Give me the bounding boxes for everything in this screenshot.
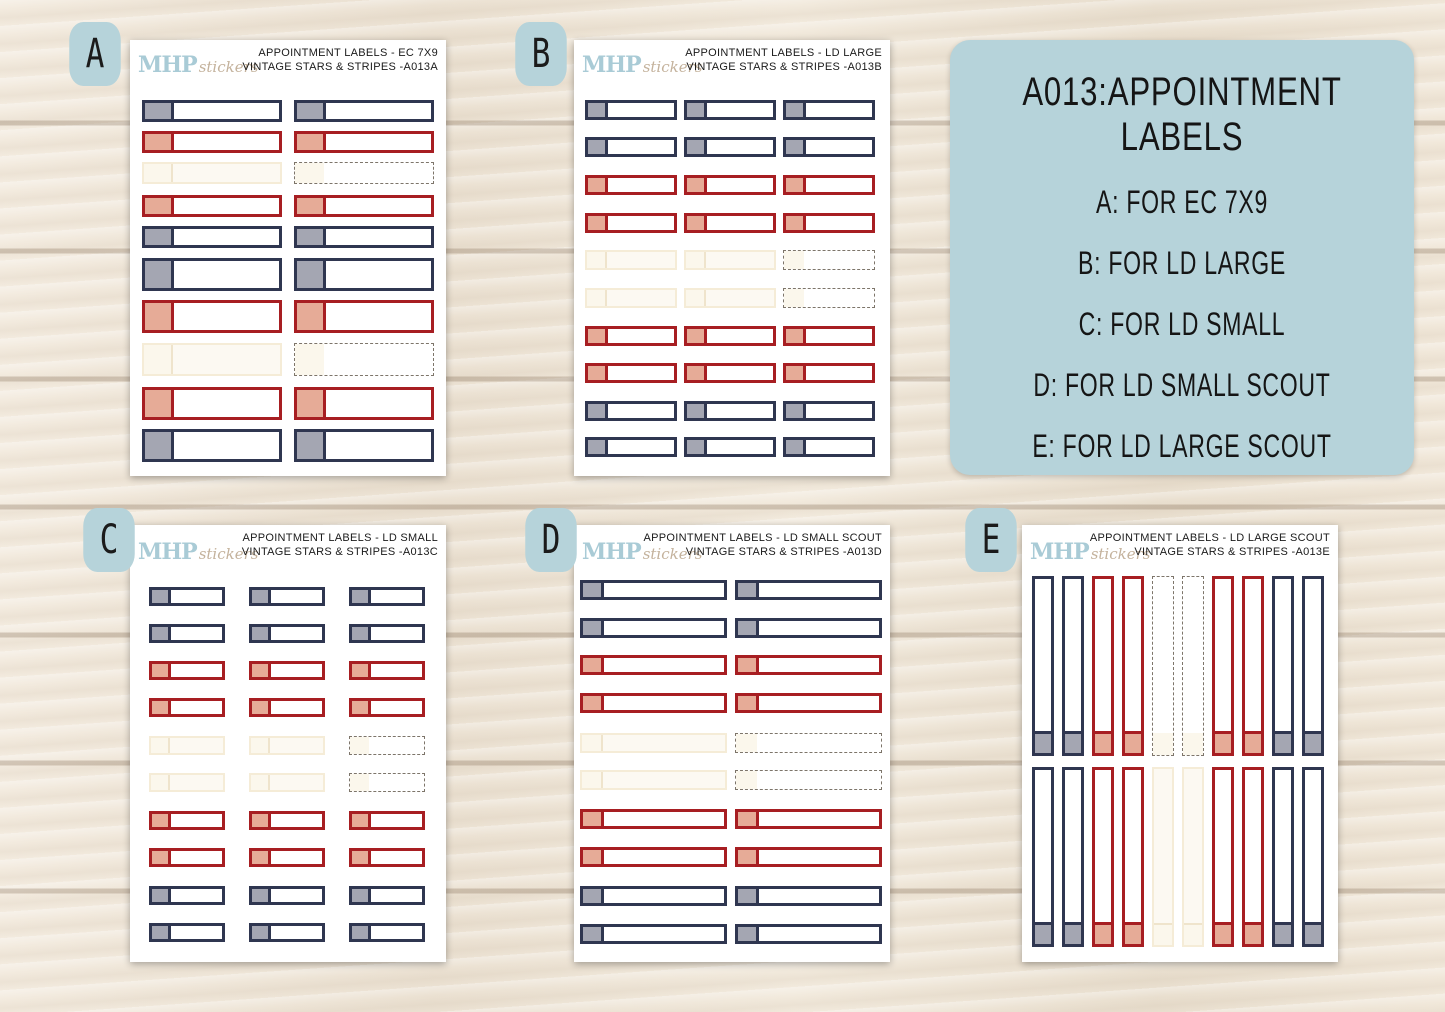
brand-mhp: MHP bbox=[138, 52, 197, 78]
sticker-label-red bbox=[294, 300, 434, 333]
sticker-tab-navy bbox=[687, 103, 707, 117]
sticker-tab-cream bbox=[582, 735, 603, 751]
sticker-label-red bbox=[684, 175, 776, 195]
sticker-tab-red bbox=[152, 814, 171, 827]
info-line-b: B: FOR LD LARGE bbox=[1078, 245, 1286, 281]
sticker-tab-navy bbox=[152, 889, 171, 902]
sticker-label-navy bbox=[783, 437, 875, 457]
brand-mhp: MHP bbox=[1030, 539, 1089, 565]
sticker-label-red bbox=[142, 387, 282, 420]
sticker-label-red bbox=[1092, 576, 1114, 756]
sticker-label-navy bbox=[684, 137, 776, 157]
sticker-tab-navy bbox=[152, 590, 171, 603]
sticker-label-navy bbox=[1302, 767, 1324, 947]
sticker-label-navy bbox=[735, 886, 882, 906]
sheet-letter-a: A bbox=[69, 22, 120, 86]
sticker-label-cream bbox=[580, 733, 727, 753]
sticker-label-red bbox=[142, 131, 282, 153]
sticker-label-navy bbox=[783, 401, 875, 421]
sticker-tab-navy bbox=[145, 229, 174, 245]
sticker-tab-navy bbox=[738, 889, 759, 903]
sticker-tab-red bbox=[583, 812, 604, 826]
sheet-letter-e: E bbox=[965, 508, 1016, 572]
sticker-label-red bbox=[349, 661, 425, 680]
sticker-tab-navy bbox=[297, 229, 326, 245]
sticker-tab-cream bbox=[686, 252, 706, 268]
sticker-label-navy bbox=[1302, 576, 1324, 756]
sticker-tab-red bbox=[786, 216, 806, 230]
sticker-label-red bbox=[1242, 767, 1264, 947]
sticker-label-navy bbox=[149, 923, 225, 942]
sticker-tab-navy bbox=[1305, 922, 1321, 944]
sticker-tab-red bbox=[145, 198, 174, 214]
info-title: A013:APPOINTMENT LABELS bbox=[1022, 70, 1342, 159]
sticker-label-navy bbox=[580, 580, 727, 600]
sticker-label-navy bbox=[1032, 767, 1054, 947]
sticker-label-red bbox=[249, 661, 325, 680]
sticker-tab-cream bbox=[587, 252, 607, 268]
sticker-label-navy bbox=[142, 226, 282, 248]
sticker-tab-red bbox=[1095, 922, 1111, 944]
sticker-label-navy bbox=[294, 226, 434, 248]
sticker-tab-navy bbox=[145, 432, 174, 459]
sticker-label-red bbox=[580, 847, 727, 867]
sticker-tab-red bbox=[297, 134, 326, 150]
sticker-label-red bbox=[735, 693, 882, 713]
sticker-label-navy bbox=[249, 886, 325, 905]
sticker-tab-cream bbox=[736, 734, 757, 752]
sticker-label-cream bbox=[142, 162, 282, 184]
sticker-label-cream bbox=[585, 250, 677, 270]
sticker-tab-navy bbox=[152, 627, 171, 640]
sticker-label-red bbox=[1212, 576, 1234, 756]
sticker-label-navy bbox=[580, 886, 727, 906]
sticker-label-cream bbox=[1152, 576, 1174, 756]
sticker-label-red bbox=[783, 175, 875, 195]
sticker-label-red bbox=[349, 848, 425, 867]
sheet-title bbox=[242, 46, 438, 74]
brand-stickers: stickers bbox=[198, 545, 259, 563]
sticker-label-red bbox=[684, 363, 776, 383]
sticker-tab-cream bbox=[587, 290, 607, 306]
sticker-tab-navy bbox=[588, 103, 608, 117]
sticker-label-navy bbox=[684, 401, 776, 421]
sticker-tab-cream bbox=[295, 344, 324, 375]
sheet-title bbox=[685, 46, 882, 74]
sticker-label-navy bbox=[142, 429, 282, 462]
sticker-label-navy bbox=[349, 624, 425, 643]
sticker-tab-red bbox=[1215, 731, 1231, 753]
sticker-label-navy bbox=[1272, 767, 1294, 947]
sticker-tab-navy bbox=[583, 621, 604, 635]
sticker-label-navy bbox=[349, 886, 425, 905]
sticker-label-navy bbox=[585, 437, 677, 457]
sticker-tab-navy bbox=[297, 261, 326, 288]
sticker-tab-red bbox=[738, 850, 759, 864]
sticker-label-cream bbox=[294, 162, 434, 184]
sticker-label-cream bbox=[249, 736, 325, 755]
sticker-label-cream bbox=[684, 250, 776, 270]
sticker-label-red bbox=[249, 848, 325, 867]
sticker-tab-navy bbox=[738, 583, 759, 597]
sticker-tab-cream bbox=[582, 772, 603, 788]
sticker-tab-navy bbox=[352, 889, 371, 902]
sticker-tab-cream bbox=[736, 771, 757, 789]
brand-stickers: stickers bbox=[642, 58, 703, 76]
sticker-tab-cream bbox=[784, 251, 804, 269]
sticker-label-navy bbox=[249, 624, 325, 643]
sticker-tab-red bbox=[1215, 922, 1231, 944]
sticker-label-red bbox=[149, 661, 225, 680]
sticker-tab-navy bbox=[352, 926, 371, 939]
sticker-tab-red bbox=[786, 178, 806, 192]
sheet-e bbox=[1022, 525, 1338, 962]
sheet-title-line1: APPOINTMENT LABELS - EC 7X9 bbox=[258, 47, 438, 59]
sticker-label-navy bbox=[149, 624, 225, 643]
sticker-tab-red bbox=[252, 851, 271, 864]
sticker-tab-red bbox=[588, 366, 608, 380]
sticker-label-red bbox=[585, 326, 677, 346]
sticker-label-red bbox=[294, 131, 434, 153]
info-line-e: E: FOR LD LARGE SCOUT bbox=[1032, 428, 1332, 464]
sticker-tab-navy bbox=[588, 404, 608, 418]
sticker-tab-navy bbox=[252, 926, 271, 939]
sticker-tab-red bbox=[588, 216, 608, 230]
sticker-label-navy bbox=[735, 618, 882, 638]
sticker-label-red bbox=[1212, 767, 1234, 947]
sticker-label-red bbox=[735, 847, 882, 867]
sticker-tab-navy bbox=[1035, 731, 1051, 753]
sticker-tab-red bbox=[152, 701, 171, 714]
sticker-tab-cream bbox=[144, 345, 173, 374]
sticker-label-red bbox=[349, 698, 425, 717]
sticker-label-red bbox=[783, 363, 875, 383]
sticker-label-red bbox=[783, 213, 875, 233]
sticker-tab-navy bbox=[583, 889, 604, 903]
sticker-label-red bbox=[149, 848, 225, 867]
sticker-label-cream bbox=[1182, 576, 1204, 756]
sheet-title-line2: VINTAGE STARS & STRIPES -A013A bbox=[242, 61, 438, 73]
sticker-label-cream bbox=[149, 736, 225, 755]
sticker-tab-red bbox=[1245, 922, 1261, 944]
sticker-tab-cream bbox=[295, 163, 324, 183]
sticker-label-navy bbox=[585, 137, 677, 157]
sheet-title bbox=[643, 531, 882, 559]
sticker-label-red bbox=[1092, 767, 1114, 947]
sheet-letter-b: B bbox=[515, 22, 566, 86]
sticker-tab-cream bbox=[1153, 733, 1173, 755]
sticker-tab-red bbox=[152, 664, 171, 677]
sticker-tab-red bbox=[352, 814, 371, 827]
sticker-label-red bbox=[142, 195, 282, 217]
sticker-label-red bbox=[294, 195, 434, 217]
sticker-label-red bbox=[783, 326, 875, 346]
brand-mhp: MHP bbox=[582, 52, 641, 78]
brand-stickers: stickers bbox=[198, 58, 259, 76]
sticker-label-cream bbox=[249, 773, 325, 792]
sheet-d bbox=[574, 525, 890, 962]
sticker-tab-red bbox=[352, 701, 371, 714]
sticker-tab-red bbox=[145, 303, 174, 330]
sticker-label-navy bbox=[149, 886, 225, 905]
sticker-label-cream bbox=[149, 773, 225, 792]
sticker-label-red bbox=[1122, 767, 1144, 947]
sticker-label-cream bbox=[735, 733, 882, 753]
sheet-title-line2: VINTAGE STARS & STRIPES -A013D bbox=[685, 546, 882, 558]
sticker-tab-cream bbox=[784, 289, 804, 307]
sticker-label-navy bbox=[585, 100, 677, 120]
brand-stickers: stickers bbox=[642, 545, 703, 563]
sticker-tab-cream bbox=[1154, 923, 1172, 945]
sticker-tab-red bbox=[252, 701, 271, 714]
sticker-label-red bbox=[684, 326, 776, 346]
sticker-tab-red bbox=[1125, 922, 1141, 944]
sticker-label-navy bbox=[735, 580, 882, 600]
sticker-label-red bbox=[142, 300, 282, 333]
sticker-tab-red bbox=[588, 329, 608, 343]
sticker-label-cream bbox=[349, 736, 425, 755]
sheet-c bbox=[130, 525, 446, 962]
sticker-tab-cream bbox=[1184, 923, 1202, 945]
sticker-label-navy bbox=[1062, 767, 1084, 947]
sticker-tab-navy bbox=[583, 583, 604, 597]
sheet-b bbox=[574, 40, 890, 476]
brand-stickers: stickers bbox=[1090, 545, 1151, 563]
sticker-tab-navy bbox=[588, 140, 608, 154]
sticker-label-cream bbox=[585, 288, 677, 308]
sticker-tab-navy bbox=[152, 926, 171, 939]
sticker-label-cream bbox=[735, 770, 882, 790]
sticker-tab-cream bbox=[251, 775, 270, 790]
sticker-tab-navy bbox=[352, 590, 371, 603]
sticker-label-red bbox=[580, 693, 727, 713]
sticker-tab-red bbox=[687, 178, 707, 192]
sticker-label-navy bbox=[294, 429, 434, 462]
sheet-title-line1: APPOINTMENT LABELS - LD SMALL SCOUT bbox=[643, 532, 882, 544]
sticker-tab-navy bbox=[1035, 922, 1051, 944]
sticker-label-navy bbox=[1032, 576, 1054, 756]
sticker-label-navy bbox=[1272, 576, 1294, 756]
sticker-tab-navy bbox=[252, 590, 271, 603]
sticker-tab-navy bbox=[687, 140, 707, 154]
sticker-label-red bbox=[294, 387, 434, 420]
sticker-tab-cream bbox=[350, 774, 369, 791]
sticker-label-navy bbox=[783, 137, 875, 157]
sticker-tab-cream bbox=[251, 738, 270, 753]
sticker-tab-red bbox=[687, 366, 707, 380]
sticker-tab-navy bbox=[1065, 922, 1081, 944]
sticker-tab-cream bbox=[350, 737, 369, 754]
sheet-letter-d: D bbox=[525, 508, 576, 572]
sticker-label-cream bbox=[1152, 767, 1174, 947]
sticker-tab-red bbox=[145, 390, 174, 417]
sticker-tab-navy bbox=[786, 140, 806, 154]
sticker-tab-red bbox=[687, 329, 707, 343]
sticker-tab-navy bbox=[786, 440, 806, 454]
sticker-tab-red bbox=[352, 851, 371, 864]
sticker-label-navy bbox=[783, 100, 875, 120]
sticker-label-navy bbox=[142, 258, 282, 291]
sheet-title bbox=[242, 531, 438, 559]
sheet-title-line2: VINTAGE STARS & STRIPES -A013C bbox=[241, 546, 438, 558]
sticker-tab-red bbox=[588, 178, 608, 192]
sheet-title-line1: APPOINTMENT LABELS - LD SMALL bbox=[242, 532, 438, 544]
sticker-tab-navy bbox=[145, 103, 174, 119]
sticker-tab-cream bbox=[1183, 733, 1203, 755]
sticker-tab-red bbox=[297, 198, 326, 214]
sticker-label-red bbox=[580, 809, 727, 829]
sticker-label-navy bbox=[684, 100, 776, 120]
sticker-tab-cream bbox=[151, 775, 170, 790]
sticker-tab-navy bbox=[352, 627, 371, 640]
sticker-tab-red bbox=[738, 658, 759, 672]
sticker-tab-red bbox=[297, 303, 326, 330]
sticker-tab-red bbox=[583, 658, 604, 672]
sticker-label-navy bbox=[149, 587, 225, 606]
sticker-tab-navy bbox=[297, 432, 326, 459]
sheet-title-line1: APPOINTMENT LABELS - LD LARGE bbox=[685, 47, 882, 59]
sticker-tab-red bbox=[297, 390, 326, 417]
sticker-tab-cream bbox=[144, 164, 173, 182]
info-line-a: A: FOR EC 7X9 bbox=[1096, 184, 1268, 220]
sticker-label-navy bbox=[580, 618, 727, 638]
sticker-tab-cream bbox=[151, 738, 170, 753]
sticker-label-cream bbox=[580, 770, 727, 790]
sticker-label-navy bbox=[585, 401, 677, 421]
sticker-label-red bbox=[1242, 576, 1264, 756]
sticker-label-red bbox=[149, 698, 225, 717]
sticker-tab-red bbox=[786, 329, 806, 343]
sheet-title bbox=[1090, 531, 1330, 559]
sticker-tab-red bbox=[1245, 731, 1261, 753]
sticker-label-navy bbox=[349, 923, 425, 942]
sticker-tab-red bbox=[252, 664, 271, 677]
sticker-label-cream bbox=[349, 773, 425, 792]
sticker-label-navy bbox=[249, 587, 325, 606]
sticker-tab-red bbox=[1095, 731, 1111, 753]
sticker-label-red bbox=[585, 213, 677, 233]
sheet-title-line2: VINTAGE STARS & STRIPES -A013E bbox=[1134, 546, 1330, 558]
sticker-tab-navy bbox=[1275, 731, 1291, 753]
sticker-label-red bbox=[684, 213, 776, 233]
sticker-label-red bbox=[1122, 576, 1144, 756]
sticker-tab-navy bbox=[687, 404, 707, 418]
sticker-tab-navy bbox=[252, 627, 271, 640]
brand-logo bbox=[138, 539, 258, 565]
sticker-label-cream bbox=[142, 343, 282, 376]
sticker-label-red bbox=[585, 175, 677, 195]
sticker-label-cream bbox=[783, 288, 875, 308]
info-line-d: D: FOR LD SMALL SCOUT bbox=[1033, 367, 1331, 403]
sticker-tab-red bbox=[145, 134, 174, 150]
sticker-label-navy bbox=[684, 437, 776, 457]
sticker-label-cream bbox=[684, 288, 776, 308]
sticker-label-navy bbox=[294, 258, 434, 291]
sticker-label-red bbox=[580, 655, 727, 675]
sticker-label-navy bbox=[294, 100, 434, 122]
sticker-tab-navy bbox=[1065, 731, 1081, 753]
sticker-tab-red bbox=[786, 366, 806, 380]
sticker-label-navy bbox=[142, 100, 282, 122]
sticker-tab-red bbox=[1125, 731, 1141, 753]
sheet-letter-c: C bbox=[83, 508, 134, 572]
sticker-label-cream bbox=[783, 250, 875, 270]
sticker-tab-navy bbox=[145, 261, 174, 288]
sticker-label-red bbox=[585, 363, 677, 383]
sticker-tab-navy bbox=[1275, 922, 1291, 944]
sticker-label-red bbox=[735, 655, 882, 675]
sticker-label-navy bbox=[1062, 576, 1084, 756]
sticker-tab-red bbox=[152, 851, 171, 864]
sticker-tab-red bbox=[738, 812, 759, 826]
sticker-label-red bbox=[249, 698, 325, 717]
sticker-tab-navy bbox=[786, 103, 806, 117]
sticker-tab-navy bbox=[687, 440, 707, 454]
sticker-tab-red bbox=[738, 696, 759, 710]
sticker-label-navy bbox=[580, 924, 727, 944]
brand-mhp: MHP bbox=[582, 539, 641, 565]
info-panel bbox=[950, 40, 1414, 475]
sticker-tab-red bbox=[352, 664, 371, 677]
sticker-label-red bbox=[349, 811, 425, 830]
sticker-label-cream bbox=[1182, 767, 1204, 947]
sheet-title-line2: VINTAGE STARS & STRIPES -A013B bbox=[686, 61, 882, 73]
sticker-tab-navy bbox=[738, 621, 759, 635]
sheet-a bbox=[130, 40, 446, 476]
sticker-label-red bbox=[149, 811, 225, 830]
sticker-tab-navy bbox=[786, 404, 806, 418]
brand-logo bbox=[138, 52, 258, 78]
info-line-c: C: FOR LD SMALL bbox=[1078, 306, 1286, 342]
sheet-title-line1: APPOINTMENT LABELS - LD LARGE SCOUT bbox=[1089, 532, 1330, 544]
sticker-label-red bbox=[735, 809, 882, 829]
sticker-tab-navy bbox=[252, 889, 271, 902]
sticker-label-navy bbox=[249, 923, 325, 942]
sticker-tab-red bbox=[687, 216, 707, 230]
sticker-tab-red bbox=[252, 814, 271, 827]
sticker-tab-navy bbox=[738, 927, 759, 941]
sticker-label-cream bbox=[294, 343, 434, 376]
sticker-tab-red bbox=[583, 696, 604, 710]
sticker-tab-cream bbox=[686, 290, 706, 306]
brand-mhp: MHP bbox=[138, 539, 197, 565]
sticker-label-navy bbox=[735, 924, 882, 944]
sticker-tab-navy bbox=[297, 103, 326, 119]
sticker-tab-navy bbox=[1305, 731, 1321, 753]
sticker-tab-red bbox=[583, 850, 604, 864]
sticker-tab-navy bbox=[588, 440, 608, 454]
sticker-label-navy bbox=[349, 587, 425, 606]
sticker-label-red bbox=[249, 811, 325, 830]
sticker-tab-navy bbox=[583, 927, 604, 941]
